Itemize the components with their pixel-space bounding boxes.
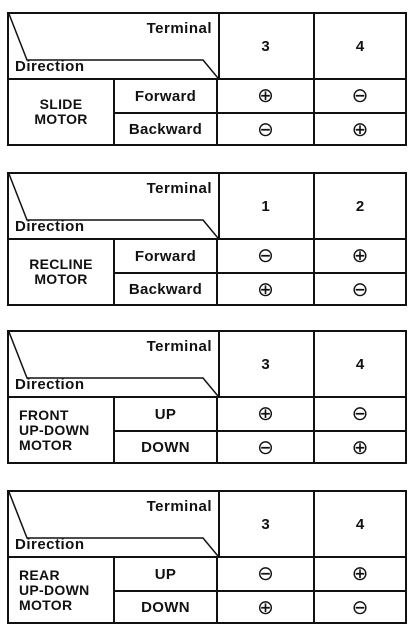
direction-label: Direction <box>15 536 85 553</box>
motor-name <box>9 398 115 462</box>
terminal-column-header: 1 <box>218 174 315 238</box>
terminal-label: Terminal <box>146 180 212 197</box>
terminal-column-header: 2 <box>355 197 365 215</box>
motor-name-line: MOTOR <box>19 436 73 453</box>
motor-name-line: REAR <box>19 566 60 583</box>
direction-label: Direction <box>15 376 85 393</box>
polarity-cell: ⊖ <box>218 558 315 590</box>
motor-name <box>9 240 115 304</box>
polarity-cell: ⊕ <box>351 118 369 141</box>
terminal-column-header: 3 <box>218 14 315 78</box>
polarity-cell: ⊕ <box>351 563 369 585</box>
header-corner-cell <box>9 174 220 238</box>
polarity-cell: ⊖ <box>218 432 315 463</box>
polarity-cell: ⊕ <box>218 80 315 112</box>
polarity-cell: ⊖ <box>351 278 369 301</box>
motor-name-line: RECLINE <box>29 256 93 272</box>
terminal-column-header: 4 <box>355 515 365 533</box>
polarity-cell: ⊕ <box>218 592 315 623</box>
table-header <box>9 14 405 80</box>
table-row <box>115 558 405 590</box>
polarity-cell: ⊖ <box>218 240 315 272</box>
motor-name-line: MOTOR <box>34 271 88 287</box>
direction-cell: Backward <box>115 274 218 305</box>
table-row <box>115 272 405 305</box>
direction-label: Direction <box>15 218 85 235</box>
polarity-cell: ⊖ <box>351 403 369 425</box>
slide-motor-table <box>7 12 407 146</box>
terminal-column-header: 3 <box>218 332 315 396</box>
table-row <box>115 240 405 272</box>
table-row <box>115 398 405 430</box>
table-row <box>115 430 405 463</box>
motor-name-line: UP-DOWN <box>19 581 90 598</box>
terminal-column-header: 4 <box>355 355 365 373</box>
direction-label: Direction <box>15 58 85 75</box>
header-corner-cell <box>9 14 220 78</box>
polarity-cell: ⊕ <box>218 274 315 305</box>
motor-name-line: MOTOR <box>34 111 88 127</box>
table-header <box>9 332 405 398</box>
polarity-cell: ⊕ <box>351 245 369 267</box>
polarity-cell: ⊕ <box>218 398 315 430</box>
direction-cell: UP <box>115 558 218 590</box>
table-row <box>115 590 405 623</box>
header-corner-cell <box>9 332 220 396</box>
table-row <box>115 112 405 145</box>
motor-name-line: FRONT <box>19 406 69 423</box>
recline-motor-table <box>7 172 407 306</box>
direction-cell: Forward <box>115 240 218 272</box>
motor-name <box>9 558 115 622</box>
polarity-cell: ⊕ <box>351 436 369 459</box>
terminal-label: Terminal <box>146 338 212 355</box>
direction-cell: UP <box>115 398 218 430</box>
table-header <box>9 174 405 240</box>
polarity-cell: ⊖ <box>351 596 369 619</box>
terminal-label: Terminal <box>146 498 212 515</box>
terminal-label: Terminal <box>146 20 212 37</box>
direction-cell: DOWN <box>115 592 218 623</box>
header-corner-cell <box>9 492 220 556</box>
table-row <box>115 80 405 112</box>
polarity-cell: ⊖ <box>218 114 315 145</box>
motor-name-line: UP-DOWN <box>19 421 90 438</box>
terminal-column-header: 3 <box>218 492 315 556</box>
front-up-down-motor-table <box>7 330 407 464</box>
motor-name-line: SLIDE <box>39 96 83 112</box>
table-header <box>9 492 405 558</box>
direction-cell: DOWN <box>115 432 218 463</box>
direction-cell: Forward <box>115 80 218 112</box>
rear-up-down-motor-table <box>7 490 407 624</box>
motor-name-line: MOTOR <box>19 596 73 613</box>
terminal-column-header: 4 <box>355 37 365 55</box>
motor-name <box>9 80 115 144</box>
polarity-cell: ⊖ <box>351 85 369 107</box>
direction-cell: Backward <box>115 114 218 145</box>
